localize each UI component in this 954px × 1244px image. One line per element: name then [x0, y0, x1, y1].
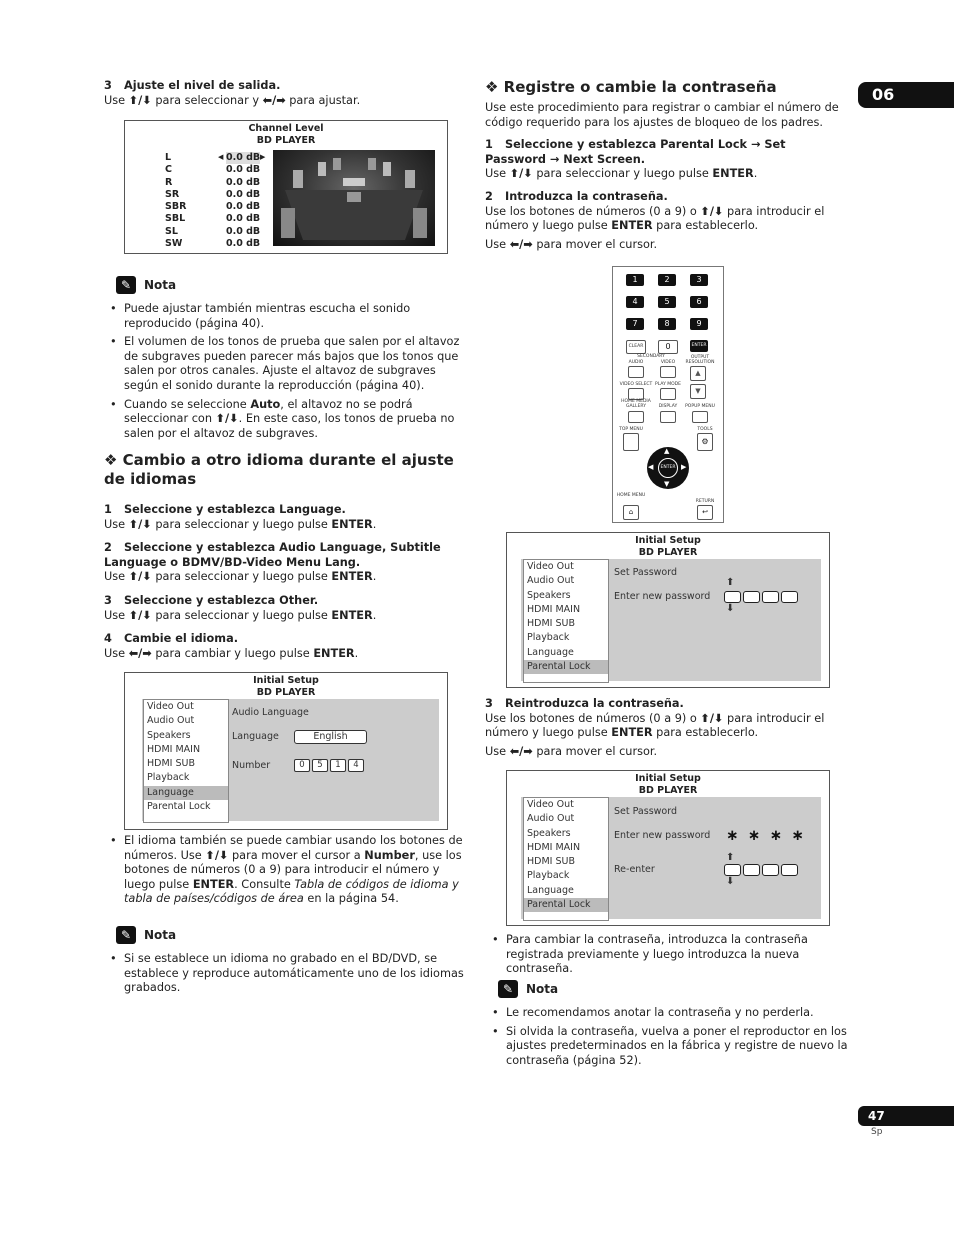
move-cursor-text: Use ⬅/➡ para mover el cursor. — [485, 237, 658, 251]
note-1 — [104, 276, 469, 445]
menu-item-selected[interactable]: Language — [144, 786, 228, 800]
menu-item[interactable]: Audio Out — [147, 715, 195, 727]
return-button[interactable]: ↩ — [697, 505, 713, 520]
navigation-pad[interactable] — [647, 447, 689, 489]
channel-name: SL — [165, 225, 178, 237]
diamond-icon: ❖ — [485, 78, 504, 96]
digit-0-button[interactable]: 0 — [658, 340, 678, 354]
intro-text: Use este procedimiento para registrar o cambiar el número de código requerido para los ajustes de bloqueo de los padres. — [485, 101, 839, 129]
channel-level-value[interactable]: 0.0 dB — [226, 213, 261, 225]
channel-level-value[interactable]: 0.0 dB — [226, 188, 261, 200]
digit-1-button[interactable]: 1 — [626, 274, 644, 286]
password-setup-figure-2 — [506, 770, 830, 926]
channel-level-value[interactable]: 0.0 dB — [226, 238, 261, 250]
right-arrow-icon: ▶ — [681, 463, 687, 471]
channel-level-value[interactable]: 0.0 dB — [226, 225, 261, 237]
fig-subtitle: BD PLAYER — [638, 547, 698, 558]
note-2 — [104, 926, 469, 1000]
reenter-step — [485, 697, 850, 759]
channel-level-figure — [124, 120, 448, 254]
menu-item-selected[interactable]: Parental Lock — [524, 898, 608, 912]
secondary-label: SECONDARY — [637, 354, 665, 359]
channel-fig-title: Channel Level — [248, 123, 324, 134]
digit-8-button[interactable]: 8 — [658, 318, 676, 330]
language-section — [104, 451, 469, 489]
setup-menu-list — [143, 699, 229, 823]
digit-2-button[interactable]: 2 — [658, 274, 676, 286]
home-menu-button[interactable]: ⌂ — [623, 505, 639, 520]
left-column — [104, 79, 469, 108]
channel-names — [165, 152, 186, 250]
step-title: 2 Seleccione y establezca Audio Language, Subtitle Language o BDMV/BD-Video Menu Lang. — [104, 541, 441, 569]
note-item: • Si olvida la contraseña, vuelva a poner el reproductor en los ajustes predeterminados en la fábrica y registre de nuevo la contraseña (página 52). — [486, 1025, 851, 1069]
language-steps — [104, 503, 469, 661]
digit-5-button[interactable]: 5 — [658, 296, 676, 308]
step-3-title: 3 Ajuste el nivel de salida. — [104, 79, 281, 92]
setup-menu-list — [523, 559, 609, 683]
channel-name: SR — [165, 188, 180, 200]
fig-title: Initial Setup — [253, 675, 319, 686]
pencil-note-icon: ✎ — [498, 980, 518, 998]
enter-key-button[interactable]: ENTER — [690, 340, 708, 352]
channel-name: SBR — [165, 201, 187, 213]
note-label: Nota — [526, 982, 559, 996]
fig-title: Initial Setup — [635, 535, 701, 546]
language-label: Language — [232, 731, 279, 742]
page-number-badge: 47 — [858, 1106, 954, 1126]
display-button[interactable] — [660, 411, 676, 423]
note-item: • Puede ajustar también mientras escucha el sonido reproducido (página 40). — [104, 302, 469, 331]
down-arrow-icon: ▼ — [664, 480, 670, 488]
channel-fig-subtitle: BD PLAYER — [256, 135, 316, 146]
menu-item[interactable]: HDMI SUB — [147, 758, 195, 770]
enter-new-password-label: Enter new password — [614, 591, 711, 602]
clear-button[interactable]: CLEAR — [626, 340, 646, 354]
masked-password: ∗ ∗ ∗ ∗ — [726, 826, 806, 844]
menu-item[interactable]: Speakers — [527, 589, 571, 601]
note-item: • Si se establece un idioma no grabado en el BD/DVD, se establece y reproduce automáticamente uno de los idiomas grabados. — [104, 952, 469, 996]
password-setup-figure-1 — [506, 532, 830, 688]
digit-3-button[interactable]: 3 — [690, 274, 708, 286]
pencil-note-icon: ✎ — [116, 926, 136, 944]
language-bullet — [104, 834, 469, 911]
menu-item[interactable]: HDMI MAIN — [527, 603, 581, 615]
bullet-item: • El idioma también se puede cambiar usando los botones de números. Use ⬆/⬇ para mover el cursor a Number, use los botones de números (0 a 9) para introducir el número y luego pulse ENTER. Consulte Tabla de códigos de idioma y tabla de países/códigos de área en la página 54. — [104, 834, 469, 907]
menu-item[interactable]: Video Out — [527, 799, 574, 810]
audio-label: AUDIO — [628, 360, 644, 365]
chapter-badge: 06 — [858, 82, 954, 108]
note-item: • Cuando se seleccione Auto, el altavoz no se podrá seleccionar con ⬆/⬇. En este caso, los tonos de prueba no salen por el altavoz de subgraves. — [104, 398, 469, 442]
menu-item[interactable]: Audio Out — [527, 813, 575, 825]
page-language: Sp — [871, 1127, 883, 1137]
step-1-text: Use ⬆/⬇ para seleccionar y luego pulse ENTER. — [485, 167, 758, 181]
menu-item[interactable]: Language — [527, 646, 574, 658]
fig-subtitle: BD PLAYER — [256, 687, 316, 698]
menu-item[interactable]: Language — [527, 884, 574, 896]
remote-control-illustration — [612, 266, 724, 523]
step-title: 4 Cambie el idioma. — [104, 632, 238, 646]
set-password-label: Set Password — [614, 567, 677, 578]
up-arrow-icon: ⬆ — [726, 577, 735, 588]
menu-item[interactable]: Video Out — [527, 561, 574, 572]
step-2-text: Use los botones de números (0 a 9) o ⬆/⬇ para introducir el número y luego pulse ENTER para establecerlo. — [485, 204, 825, 233]
channel-name: R — [165, 176, 173, 188]
fig-subtitle: BD PLAYER — [638, 785, 698, 796]
up-arrow-icon: ▲ — [664, 447, 670, 455]
menu-item[interactable]: Video Out — [147, 701, 194, 712]
channel-name: L — [165, 152, 172, 163]
diamond-icon: ❖ — [104, 451, 123, 469]
step-3-title: 3 Reintroduzca la contraseña. — [485, 697, 684, 710]
password-input[interactable] — [724, 591, 800, 606]
reenter-password-input[interactable] — [724, 864, 800, 879]
menu-item[interactable]: Audio Out — [527, 575, 575, 587]
step-text: Use ⬆/⬇ para seleccionar y luego pulse ENTER. — [104, 608, 377, 622]
top-menu-button[interactable] — [623, 433, 639, 451]
menu-item[interactable]: Speakers — [527, 827, 571, 839]
return-label: RETURN — [695, 499, 715, 504]
reenter-label: Re-enter — [614, 864, 655, 875]
home-media-gallery-label: HOME MEDIA GALLERY — [621, 399, 651, 409]
play-mode-label: PLAY MODE — [655, 382, 681, 387]
step-text: Use ⬅/➡ para cambiar y luego pulse ENTER. — [104, 646, 359, 660]
step-3-text: Use los botones de números (0 a 9) o ⬆/⬇ para introducir el número y luego pulse ENTER para establecerlo. — [485, 711, 825, 740]
menu-item[interactable]: Playback — [527, 870, 570, 882]
digit-7-button[interactable]: 7 — [626, 318, 644, 330]
home-media-gallery-button[interactable] — [628, 411, 644, 423]
video-label: VIDEO — [660, 360, 676, 365]
pencil-note-icon: ✎ — [116, 276, 136, 294]
note-3 — [486, 980, 851, 1072]
down-arrow-icon: ⬇ — [726, 603, 735, 614]
right-arrow-icon: ▶ — [260, 153, 266, 161]
number-label: Number — [232, 760, 271, 771]
channel-name: SBL — [165, 213, 186, 225]
top-menu-label: TOP MENU — [619, 427, 643, 432]
digit-4-button[interactable]: 4 — [626, 296, 644, 308]
up-arrow-icon: ⬆ — [726, 852, 735, 863]
password-bullet — [486, 933, 851, 981]
note-item: • Le recomendamos anotar la contraseña y no perderla. — [486, 1006, 851, 1021]
channel-name: C — [165, 164, 172, 176]
menu-item[interactable]: HDMI MAIN — [147, 743, 201, 755]
channel-level-value[interactable]: 0.0 dB — [226, 201, 261, 213]
move-cursor-text: Use ⬅/➡ para mover el cursor. — [485, 744, 658, 758]
step-title: 1 Seleccione y establezca Language. — [104, 503, 346, 516]
menu-item[interactable]: Parental Lock — [147, 801, 211, 813]
popup-menu-button[interactable] — [692, 411, 708, 423]
channel-level-value[interactable]: 0.0 dB — [226, 164, 261, 176]
audio-button[interactable] — [628, 366, 644, 378]
output-resolution-label: OUTPUT RESOLUTION — [685, 355, 715, 365]
section-heading: ❖ Registre o cambie la contraseña — [485, 78, 777, 96]
home-menu-label: HOME MENU — [616, 493, 646, 498]
left-arrow-icon: ◀ — [648, 463, 654, 471]
tools-label: TOOLS — [697, 427, 713, 432]
digit-6-button[interactable]: 6 — [690, 296, 708, 308]
step-3-text: Use ⬆/⬇ para seleccionar y ⬅/➡ para ajustar. — [104, 93, 361, 107]
down-arrow-icon: ⬇ — [726, 876, 735, 887]
video-select-label: VIDEO SELECT — [619, 382, 653, 387]
channel-levels — [226, 152, 260, 250]
channel-name: SW — [165, 238, 183, 250]
step-1-title: 1 Seleccione y establezca Parental Lock → Set Password → Next Screen. — [485, 138, 786, 166]
password-section — [485, 78, 850, 252]
menu-item-selected[interactable]: Parental Lock — [524, 660, 608, 674]
menu-item[interactable]: Playback — [147, 772, 190, 784]
channel-level-value[interactable]: 0.0 dB — [226, 176, 261, 188]
nav-enter-button[interactable]: ENTER — [658, 458, 678, 478]
video-button[interactable] — [660, 366, 676, 378]
down-resolution-button[interactable]: ▼ — [690, 384, 706, 399]
up-resolution-button[interactable]: ▲ — [690, 366, 706, 381]
channel-level-value[interactable]: 0.0 dB — [226, 152, 261, 163]
play-mode-button[interactable] — [660, 388, 676, 400]
step-title: 3 Seleccione y establezca Other. — [104, 593, 319, 607]
step-text: Use ⬆/⬇ para seleccionar y luego pulse ENTER. — [104, 517, 377, 531]
left-arrow-icon: ◀ — [218, 153, 224, 161]
number-input[interactable]: 0 5 1 4 — [294, 759, 366, 772]
enter-new-password-label: Enter new password — [614, 830, 711, 841]
digit-9-button[interactable]: 9 — [690, 318, 708, 330]
bullet-item: • Para cambiar la contraseña, introduzca la contraseña registrada previamente y luego introduzca la nueva contraseña. — [486, 933, 851, 977]
fig-title: Initial Setup — [635, 773, 701, 784]
tools-button[interactable]: ⚙ — [697, 433, 713, 451]
set-password-label: Set Password — [614, 806, 677, 817]
popup-menu-label: POPUP MENU — [685, 404, 715, 409]
speaker-room-image — [273, 150, 435, 246]
display-label: DISPLAY — [658, 404, 678, 409]
menu-item[interactable]: HDMI MAIN — [527, 841, 581, 853]
language-setup-figure — [124, 672, 448, 830]
menu-item[interactable]: HDMI SUB — [527, 618, 575, 630]
audio-language-label: Audio Language — [232, 707, 309, 718]
menu-item[interactable]: Speakers — [147, 729, 191, 741]
step-2-title: 2 Introduzca la contraseña. — [485, 189, 668, 203]
setup-menu-list — [523, 797, 609, 921]
step-text: Use ⬆/⬇ para seleccionar y luego pulse ENTER. — [104, 570, 377, 584]
menu-item[interactable]: Playback — [527, 632, 570, 644]
note-label: Nota — [144, 278, 177, 292]
note-item: • El volumen de los tonos de prueba que salen por el altavoz de subgraves pueden parecer más bajos que los tonos que salen por otros canales. Ajuste el altavoz de subgraves según el sonido durante la reproducción (página 40). — [104, 335, 469, 393]
menu-item[interactable]: HDMI SUB — [527, 856, 575, 868]
note-label: Nota — [144, 928, 177, 942]
language-select[interactable]: English — [294, 730, 367, 744]
section-heading: ❖ Cambio a otro idioma durante el ajuste de idiomas — [104, 451, 454, 488]
